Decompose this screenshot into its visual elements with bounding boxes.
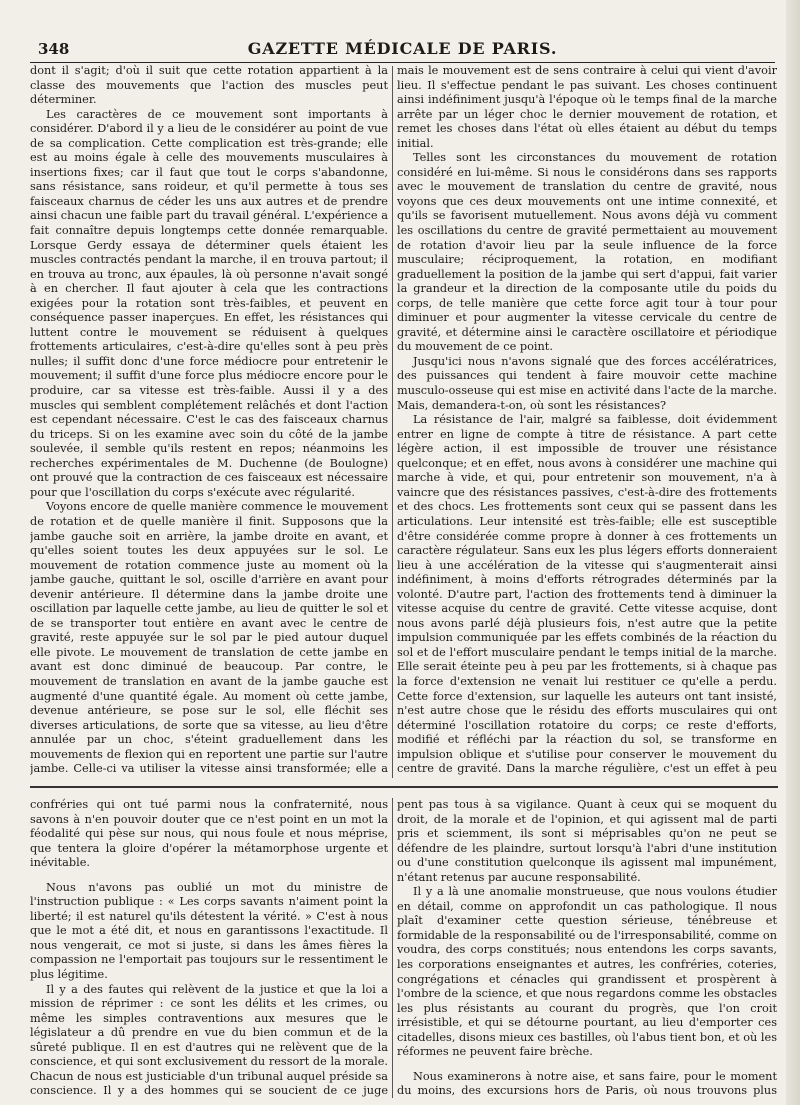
paragraph: pent pas tous à sa vigilance. Quant à ceux qui se moquent du droit, de la morale et de l'opinion, et qui agissent mal de parti pris et sciemment, ils sont si méprisables qu'on ne peut se défendre de les plaindre, surtout lorsqu'à l'abri d'une institution ou d'une constitution quelconque ils agissent mal impunément, n'étant retenus par aucune responsabilité. bbox=[397, 798, 777, 884]
paragraph: La résistance de l'air, malgré sa faiblesse, doit évidemment entrer en ligne de compte à titre de résistance. A part cette légère action, il est impossible de trouver une résistance quelconque; et en effet, nous avons à considérer une machine qui marche à vide, et qui, pour entretenir son mouvement, n'a à vaincre que des résistances passives, c'est-à-dire des frottements et des chocs. Les frottements sont ceux qui se passent dans les articulations. Leur intensité est très-faible; elle est susceptible d'être considérée comme propre à donner à ces frottements un caractère régulateur. Sans eux les plus légers efforts donneraient lieu à une accélération de la vitesse qui s'augmenterait ainsi indéfiniment, à moins d'efforts rétrogrades déterminés par la volonté. D'autre part, l'action des frottements tend à diminuer la vitesse acquise du centre de gravité. Cette vitesse acquise, dont nous avons parlé déjà plusieurs fois, n'est autre que la petite impulsion communiquée par les effets combinés de la réaction du sol et de l'effort musculaire pendant le temps initial de la marche. Elle serait éteinte peu à peu par les frottements, si à chaque pas la force d'extension ne venait lui restituer ce qu'elle a perdu. Cette force d'extension, sur laquelle les auteurs ont tant insisté, n'est autre chose que le résidu des efforts musculaires qui ont déterminé l'oscillation rotatoire du corps; ce reste d'efforts, modifié et réfléchi par la réaction du sol, se transforme en impulsion oblique et s'utilise pour conserver le mouvement du centre de gravité. Dans la marche régulière, c'est un effet à peu bbox=[397, 413, 777, 776]
running-header bbox=[30, 38, 775, 63]
paragraph: mais le mouvement est de sens contraire à celui qui vient d'avoir lieu. Il s'effectue pendant le pas suivant. Les choses continuent ainsi indéfiniment jusqu'à l'époque où le temps final de la marche arrête par un léger choc le dernier mouvement de rotation, et remet les choses dans l'état où elles étaient au début du temps initial. bbox=[397, 64, 777, 150]
upper-left-column bbox=[30, 64, 388, 776]
page-number: 348 bbox=[38, 40, 70, 58]
paragraph: Voyons encore de quelle manière commence le mouvement de rotation et de quelle manière il finit. Supposons que la jambe gauche soit en arrière, la jambe droite en avant, et qu'elles soient toutes les deux appuyées sur le sol. Le mouvement de rotation commence juste au moment où la jambe gauche, quittant le sol, oscille d'arrière en avant pour devenir antérieure. Il détermine dans la jambe droite une oscillation par laquelle cette jambe, au lieu de quitter le sol et de se transporter tout entière en avant avec le centre de gravité, reste appuyée sur le sol par le pied autour duquel elle pivote. Le mouvement de translation de cette jambe en avant est donc diminué de beaucoup. Par contre, le mouvement de translation en avant de la jambe gauche est augmenté d'une quantité égale. Au moment où cette jambe, devenue antérieure, se pose sur le sol, elle fléchit ses diverses articulations, de sorte que sa vitesse, au lieu d'être annulée par un choc, s'éteint graduellement dans les mouvements de flexion qui en reportent une partie sur l'autre jambe. Celle-ci va utiliser la vitesse ainsi transformée; elle a bbox=[30, 500, 388, 776]
page-edge-shadow bbox=[786, 0, 800, 1105]
paragraph: Nous n'avons pas oublié un mot du ministre de l'instruction publique : « Les corps savants n'aiment point la liberté; il est naturel qu'ils détestent la vérité. » C'est à nous que le mot a été dit, et nous en garantissons l'exactitude. Il nous vengerait, ce mot si juste, si dans les âmes fières la compassion ne l'emportait pas toujours sur le ressentiment le plus légitime. bbox=[30, 880, 388, 982]
paragraph: Nous examinerons à notre aise, et sans faire, pour le moment du moins, des excursions hors de Paris, où nous trouvons plus bbox=[397, 1069, 777, 1098]
paragraph: Les caractères de ce mouvement sont importants à considérer. D'abord il y a lieu de le considérer au point de vue de sa complication. Cette complication est très-grande; elle est au moins égale à celle des mouvements musculaires à insertions fixes; car il faut que tout le corps s'abandonne, sans résistance, sans roideur, et qu'il permette à tous ses faisceaux charnus de céder les uns aux autres et de prendre ainsi chacun une faible part du travail général. L'expérience a fait connaître depuis longtemps cette donnée remarquable. Lorsque Gerdy essaya de déterminer quels étaient les muscles contractés pendant la marche, il en trouva partout; il en trouva au tronc, aux épaules, là où personne n'avait songé à en chercher. Il faut ajouter à cela que les contractions exigées pour la rotation sont très-faibles, et peuvent en conséquence passer inaperçues. En effet, les résistances qui luttent contre le mouvement se réduisent à quelques frottements articulaires, c'est-à-dire qu'elles sont à peu près nulles; il suffit donc d'une force médiocre pour entretenir le mouvement; il suffit d'une force plus médiocre encore pour le produire, car sa vitesse est très-faible. Aussi il y a des muscles qui semblent complétement relâchés et dont l'action est cependant nécessaire. C'est le cas des faisceaux charnus du triceps. Si on les examine avec soin du côté de la jambe soulevée, il semble qu'ils restent en repos; néanmoins les recherches expérimentales de M. Duchenne (de Boulogne) ont prouvé que la contraction de ces faisceaux est nécessaire pour que l'oscillation du corps s'exécute avec régularité. bbox=[30, 107, 388, 499]
paragraph: Jusqu'ici nous n'avons signalé que des forces accélératrices, des puissances qui tendent à faire mouvoir cette machine musculo-osseuse qui est mise en activité dans l'acte de la marche. Mais, demandera-t-on, où sont les résistances? bbox=[397, 354, 777, 412]
lower-left-column bbox=[30, 798, 388, 1098]
lower-right-column bbox=[397, 798, 777, 1098]
column-divider bbox=[392, 66, 393, 778]
section-divider bbox=[30, 786, 778, 788]
paragraph: dont il s'agit; d'où il suit que cette rotation appartient à la classe des mouvements que l'action des muscles peut déterminer. bbox=[30, 64, 388, 107]
paragraph: Telles sont les circonstances du mouvement de rotation considéré en lui-même. Si nous le considérons dans ses rapports avec le mouvement de translation du centre de gravité, nous voyons que ces deux mouvements ont une intime connexité, et qu'ils se favorisent mutuellement. Nous avons déjà vu comment les oscillations du centre de gravité permettaient au mouvement de rotation d'avoir lieu par la seule influence de la force musculaire; réciproquement, la rotation, en modifiant graduellement la position de la jambe qui sert d'appui, fait varier la grandeur et la direction de la composante utile du poids du corps, de telle manière que cette force agit tour à tour pour diminuer et pour augmenter la vitesse cervicale du centre de gravité, et détermine ainsi le caractère oscillatoire et périodique du mouvement de ce point. bbox=[397, 151, 777, 354]
paragraph: Il y a là une anomalie monstrueuse, que nous voulons étudier en détail, comme on approfondit un cas pathologique. Il nous plaît d'examiner cette question sérieuse, ténébreuse et formidable de la responsabilité ou de l'irresponsabilité, comme on voudra, des corps constitués; nous entendons les corps savants, les corporations enseignantes et autres, les confréries, coteries, congrégations et cénacles qui grandissent et prospèrent à l'ombre de la science, et que nous regardons comme les obstacles les plus résistants au courant du progrès, que l'on croit irrésistible, et qui se détourne pourtant, au lieu d'emporter ces citadelles, disons mieux ces bastilles, où l'abus tient bon, et où les réformes ne peuvent faire brèche. bbox=[397, 885, 777, 1059]
column-divider bbox=[392, 798, 393, 1098]
paragraph: confréries qui ont tué parmi nous la confraternité, nous savons à n'en pouvoir douter que ce n'est point en un mot la féodalité qui pèse sur nous, qui nous foule et nous méprise, que tentera la gloire d'opérer la métamorphose urgente et inévitable. bbox=[30, 798, 388, 870]
journal-title: GAZETTE MÉDICALE DE PARIS. bbox=[247, 39, 558, 58]
upper-right-column bbox=[397, 64, 777, 776]
paragraph: Il y a des fautes qui relèvent de la justice et que la loi a mission de réprimer : ce sont les délits et les crimes, ou même les simples contraventions aux mesures que le législateur a dû prendre en vue du bien commun et de la sûreté publique. Il en est d'autres qui ne relèvent que de la conscience, et qui sont exclusivement du ressort de la morale. Chacun de nous est justiciable d'un tribunal auquel préside sa conscience. Il y a des hommes qui se soucient de ce juge bbox=[30, 982, 388, 1098]
